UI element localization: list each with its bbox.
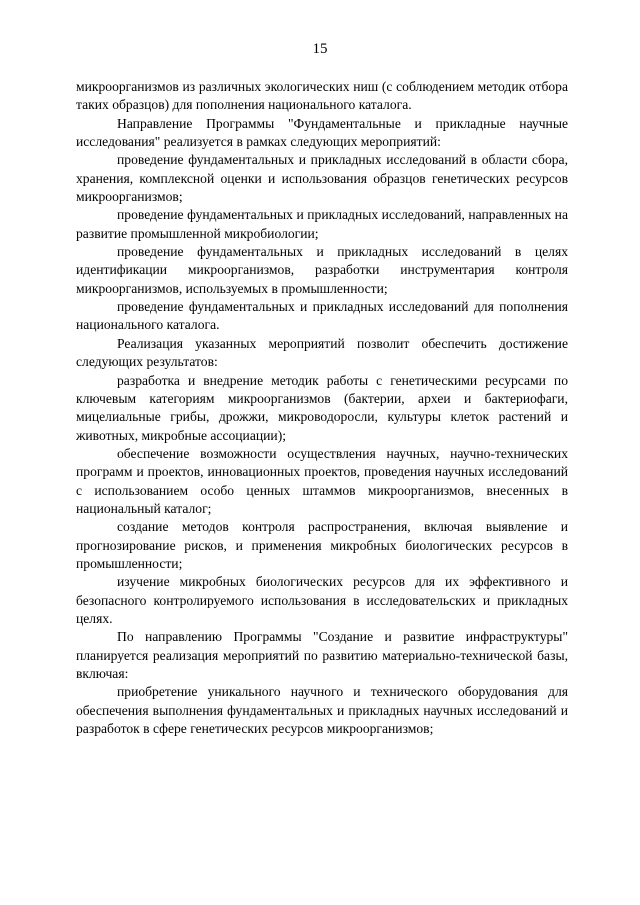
paragraph: Направление Программы "Фундаментальные и прикладные научные исследования" реализуется в рамках следующих мероприятий: bbox=[76, 115, 568, 150]
paragraph: приобретение уникального научного и технического оборудования для обеспечения выполнения фундаментальных и прикладных научных исследований и разработок в сфере генетических ресурсов микроорганизмов; bbox=[76, 684, 568, 737]
paragraph: проведение фундаментальных и прикладных исследований в области сбора, хранения, комплексной оценки и использования образцов генетических ресурсов микроорганизмов; bbox=[76, 152, 568, 205]
paragraph: Реализация указанных мероприятий позволит обеспечить достижение следующих результатов: bbox=[76, 335, 568, 370]
paragraph: По направлению Программы "Создание и развитие инфраструктуры" планируется реализация мероприятий по развитию материально-технической базы, включая: bbox=[76, 629, 568, 681]
paragraph: микроорганизмов из различных экологических ниш (с соблюдением методик отбора таких образцов) для пополнения национального каталога. bbox=[76, 79, 568, 113]
document-body bbox=[76, 78, 568, 738]
paragraph: проведение фундаментальных и прикладных исследований, направленных на развитие промышленной микробиологии; bbox=[76, 207, 568, 241]
paragraph: проведение фундаментальных и прикладных исследований в целях идентификации микроорганизмов, разработки инструментария контроля микроорганизмов, используемых в промышленности; bbox=[76, 244, 568, 296]
paragraph: разработка и внедрение методик работы с генетическими ресурсами по ключевым категориям микроорганизмов (бактерии, археи и бактериофаги, мицелиальные грибы, дрожжи, микроводоросли, культуры клеток растений и животных, микробные ассоциации); bbox=[76, 372, 568, 443]
paragraph: создание методов контроля распространения, включая выявление и прогнозирование рисков, и применения микробных биологических ресурсов в промышленности; bbox=[76, 519, 568, 571]
page-number: 15 bbox=[312, 41, 328, 57]
paragraph: изучение микробных биологических ресурсов для их эффективного и безопасного контролируемого использования в исследовательских и прикладных целях. bbox=[76, 574, 568, 626]
paragraph: обеспечение возможности осуществления научных, научно-технических программ и проектов, инновационных проектов, проведения научных исследований с использованием особо ценных штаммов микроорганизмов, внесенных в национальный каталог; bbox=[76, 445, 568, 516]
paragraph: проведение фундаментальных и прикладных исследований для пополнения национального каталога. bbox=[76, 299, 568, 333]
